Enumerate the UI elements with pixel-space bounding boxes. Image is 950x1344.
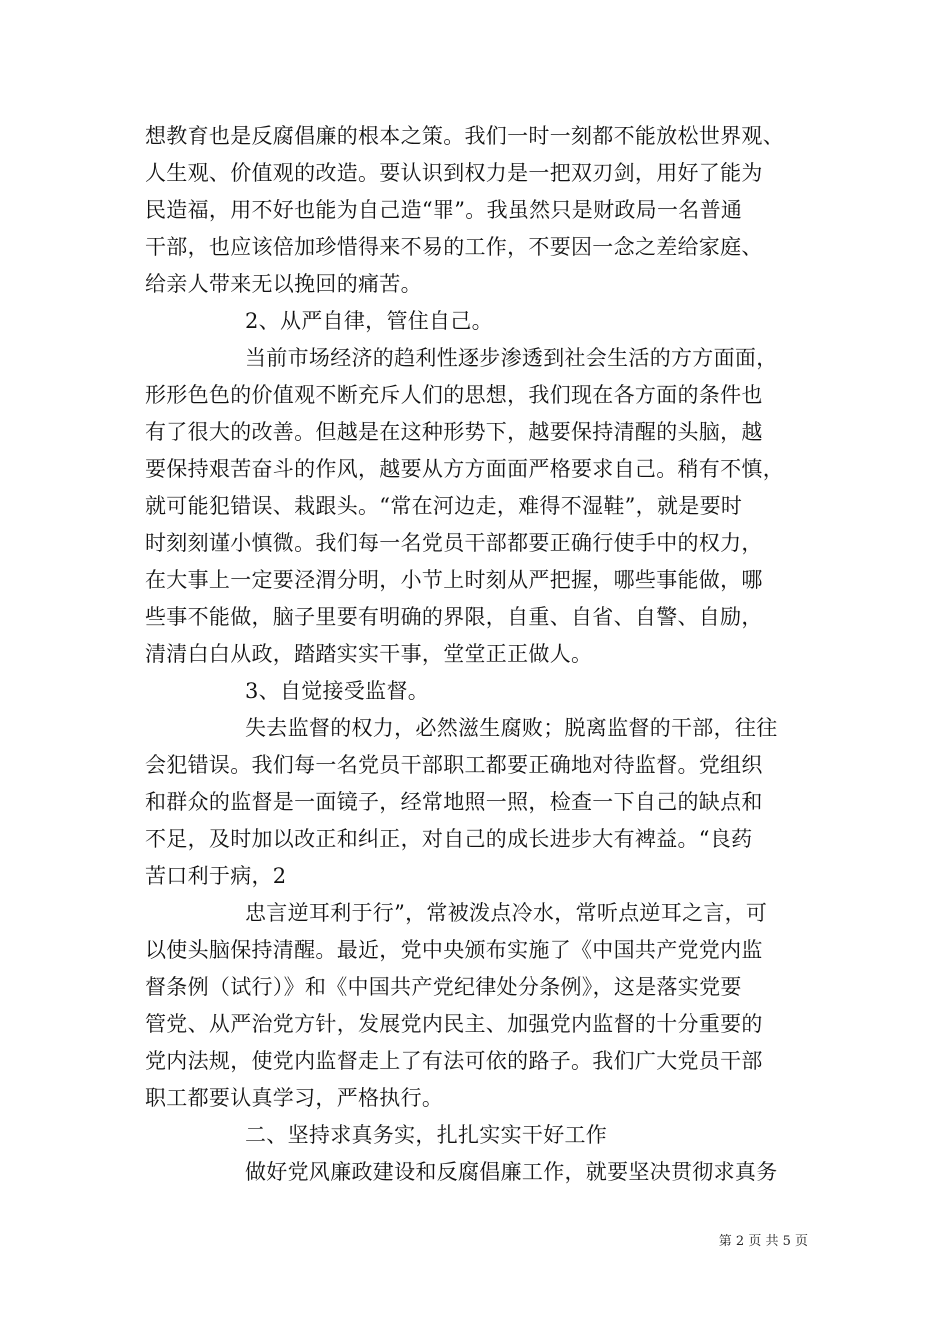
paragraph-first-line: 失去监督的权力，必然滋生腐败；脱离监督的干部，往往 (245, 716, 778, 740)
text-line: 党内法规，使党内监督走上了有法可依的路子。我们广大党员干部 (145, 1049, 763, 1073)
text-line: 督条例（试行）》和《中国共产党纪律处分条例》，这是落实党要 (145, 975, 742, 999)
text-line: 干部，也应该倍加珍惜得来不易的工作，不要因一念之差给家庭、 (145, 235, 763, 259)
text-line: 民造福，用不好也能为自己造“罪”。我虽然只是财政局一名普通 (145, 198, 743, 222)
text-line: 些事不能做，脑子里要有明确的界限，自重、自省、自警、自励， (145, 605, 763, 629)
text-line: 就可能犯错误、栽跟头。“常在河边走，难得不湿鞋”，就是要时 (145, 494, 743, 518)
text-line: 在大事上一定要泾渭分明，小节上时刻从严把握，哪些事能做，哪 (145, 568, 763, 592)
paragraph-first-line: 忠言逆耳利于行”，常被泼点冷水，常听点逆耳之言，可 (245, 901, 768, 925)
text-line: 苦口利于病，2 (145, 864, 287, 888)
text-line: 和群众的监督是一面镜子，经常地照一照，检查一下自己的缺点和 (145, 790, 763, 814)
text-line: 管党、从严治党方针，发展党内民主、加强党内监督的十分重要的 (145, 1012, 763, 1036)
text-line: 不足，及时加以改正和纠正，对自己的成长进步大有裨益。“良药 (145, 827, 753, 851)
text-line: 给亲人带来无以挽回的痛苦。 (145, 272, 422, 296)
text-line: 形形色色的价值观不断充斥人们的思想，我们现在各方面的条件也 (145, 383, 763, 407)
text-line: 会犯错误。我们每一名党员干部职工都要正确地对待监督。党组织 (145, 753, 763, 777)
paragraph-first-line: 当前市场经济的趋利性逐步渗透到社会生活的方方面面， (245, 346, 778, 370)
text-line: 有了很大的改善。但越是在这种形势下，越要保持清醒的头脑，越 (145, 420, 763, 444)
text-line: 清清白白从政，踏踏实实干事，堂堂正正做人。 (145, 642, 593, 666)
text-line: 想教育也是反腐倡廉的根本之策。我们一时一刻都不能放松世界观、 (145, 124, 784, 148)
text-line: 以使头脑保持清醒。最近，党中央颁布实施了《中国共产党党内监 (145, 938, 763, 962)
page-number-footer: 第 2 页 共 5 页 (718, 1234, 808, 1249)
paragraph-first-line: 做好党风廉政建设和反腐倡廉工作，就要坚决贯彻求真务 (245, 1160, 778, 1184)
section-heading: 3、自觉接受监督。 (245, 679, 430, 703)
section-heading: 二、坚持求真务实，扎扎实实干好工作 (245, 1123, 608, 1147)
section-heading: 2、从严自律，管住自己。 (245, 309, 493, 333)
text-line: 人生观、价值观的改造。要认识到权力是一把双刃剑，用好了能为 (145, 161, 763, 185)
text-line: 职工都要认真学习，严格执行。 (145, 1086, 444, 1110)
text-line: 要保持艰苦奋斗的作风，越要从方方面面严格要求自己。稍有不慎， (145, 457, 784, 481)
text-line: 时刻刻谨小慎微。我们每一名党员干部都要正确行使手中的权力， (145, 531, 763, 555)
